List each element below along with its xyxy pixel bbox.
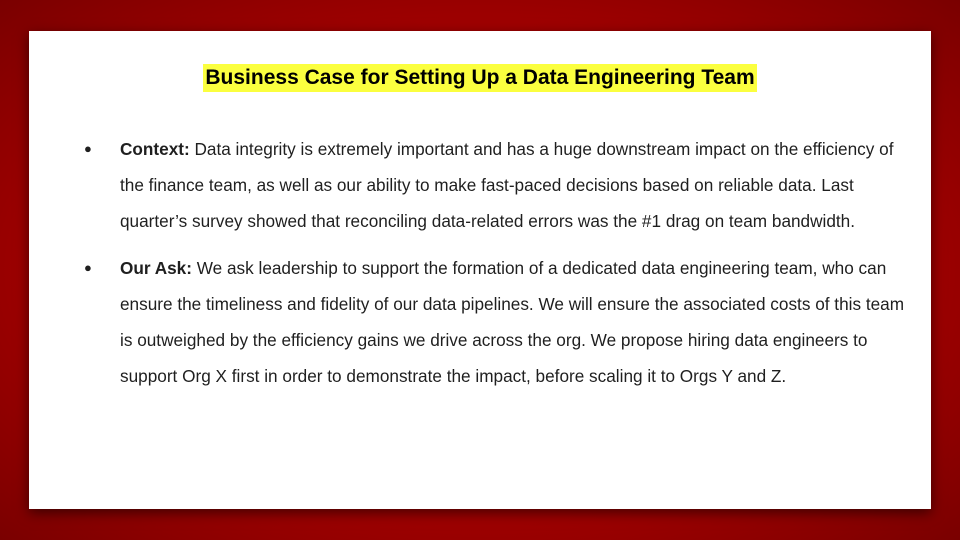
bullet-label: Context: [120,139,190,159]
bullet-text: We ask leadership to support the formation of a dedicated data engineering team, who can ensure the timeliness and fidelity of our data pipelines. We will ensure the associated costs of this team is outweighed by the efficiency gains we drive across the org. We propose hiring data engineers to support Org X first in order to demonstrate the impact, before scaling it to Orgs Y and Z. [120,258,905,386]
bullet-marker-icon: ● [84,260,92,275]
bullet-marker-icon: ● [84,141,92,156]
bullet-text: Data integrity is extremely important and has a huge downstream impact on the efficiency of the finance team, as well as our ability to make fast-paced decisions based on reliable data. Last quarter’s survey showed that reconciling data-related errors was the #1 drag on team bandwidth. [120,139,894,231]
title-wrap [29,64,931,92]
slide-card [29,31,931,509]
bullet-our-ask [29,250,931,394]
bullet-label: Our Ask: [120,258,192,278]
bullet-list [29,131,931,405]
bullet-context [29,131,931,239]
slide-title: Business Case for Setting Up a Data Engineering Team [203,64,756,92]
